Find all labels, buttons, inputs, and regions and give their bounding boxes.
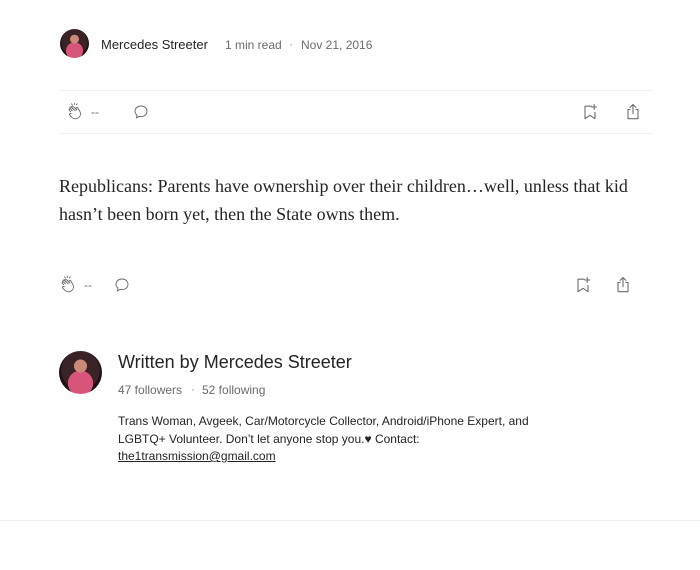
following-count[interactable]: 52 following: [202, 383, 266, 397]
read-time: 1 min read: [225, 38, 282, 52]
article-body: Republicans: Parents have ownership over their children…well, unless that kid hasn’t been born yet, then the State owns them.: [59, 176, 628, 224]
bookmark-icon[interactable]: [573, 275, 593, 295]
written-by-heading[interactable]: Written by Mercedes Streeter: [118, 352, 352, 372]
clap-count: --: [91, 105, 99, 119]
author-avatar[interactable]: [60, 29, 89, 58]
clap-icon[interactable]: [59, 275, 79, 295]
share-icon[interactable]: [623, 102, 643, 122]
footer-divider: [0, 520, 700, 521]
byline-separator: ·: [289, 37, 293, 51]
followers-count[interactable]: 47 followers: [118, 383, 183, 397]
follow-separator: ·: [191, 382, 195, 396]
top-action-bar: [59, 90, 653, 134]
comment-icon[interactable]: [113, 276, 131, 294]
author-bio: [118, 413, 558, 466]
author-name-link[interactable]: Mercedes Streeter: [101, 37, 208, 52]
author-bio-text: Trans Woman, Avgeek, Car/Motorcycle Collector, Android/iPhone Expert, and LGBTQ+ Volunteer. Don’t let anyone stop you.♥ Contact:: [118, 414, 529, 446]
publish-date: Nov 21, 2016: [301, 38, 373, 52]
bookmark-icon[interactable]: [580, 102, 600, 122]
clap-count: --: [84, 278, 92, 292]
contact-email-link[interactable]: the1transmission@gmail.com: [118, 449, 276, 463]
clap-icon[interactable]: [66, 102, 86, 122]
share-icon[interactable]: [613, 275, 633, 295]
author-card-avatar[interactable]: [59, 351, 102, 394]
bottom-action-bar: [59, 264, 653, 306]
comment-icon[interactable]: [132, 103, 150, 121]
author-card: [59, 350, 659, 470]
article-byline: [60, 29, 660, 59]
